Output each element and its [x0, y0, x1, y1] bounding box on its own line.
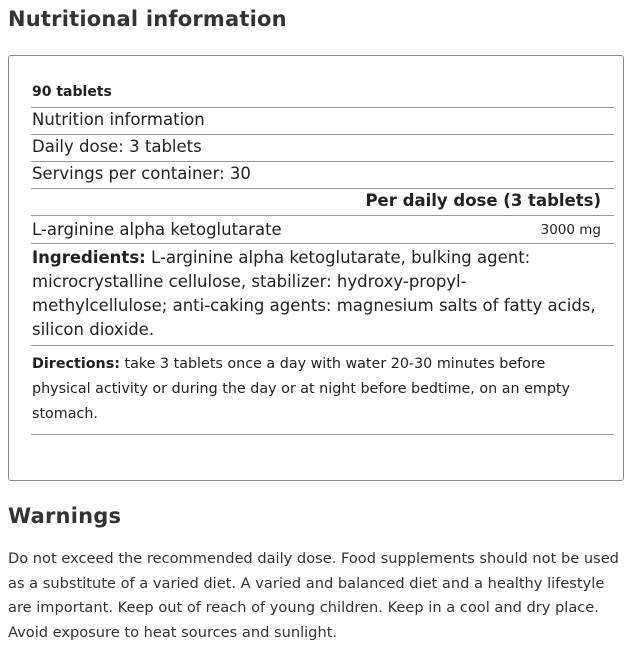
directions-text: take 3 tablets once a day with water 20-30 minutes before physical activity or during the day or at night before bedtime, on an empty stomach. [32, 356, 570, 422]
daily-dose-row [31, 135, 614, 162]
column-header: Per daily dose (3 tablets) [365, 191, 601, 210]
directions-row [31, 346, 614, 435]
directions-label: Directions: [32, 356, 120, 372]
table-title-row [31, 108, 614, 135]
package-size: 90 tablets [32, 84, 112, 100]
warnings-heading: Warnings [8, 504, 122, 528]
servings-row [31, 162, 614, 189]
column-header-row [31, 189, 614, 216]
table-title: Nutrition information [32, 110, 205, 129]
ingredients-label: Ingredients: [32, 248, 146, 267]
nutritional-information-heading: Nutritional information [8, 7, 287, 31]
warnings-text: Do not exceed the recommended daily dose. Food supplements should not be used as a substitute of a varied diet. A varied and balanced diet and a healthy lifestyle are important. Keep out of reach of young children. Keep in a cool and dry place. Avoid exposure to heat sources and sunlight. [8, 550, 619, 641]
ingredients-text: L-arginine alpha ketoglutarate, bulking agent: microcrystalline cellulose, stabilizer: hydroxy-propyl-methylcellulose; anti-caking agents: magnesium salts of fatty acids, silicon dioxide. [32, 248, 596, 339]
package-size-row [31, 81, 614, 108]
item-name: L-arginine alpha ketoglutarate [32, 220, 282, 239]
servings-per-container: Servings per container: 30 [32, 164, 251, 183]
item-amount: 3000 mg [540, 221, 601, 238]
daily-dose: Daily dose: 3 tablets [32, 137, 202, 156]
nutrition-box [8, 55, 624, 481]
nutrition-table [31, 81, 614, 435]
ingredients-row [31, 244, 614, 346]
table-row [31, 216, 614, 244]
